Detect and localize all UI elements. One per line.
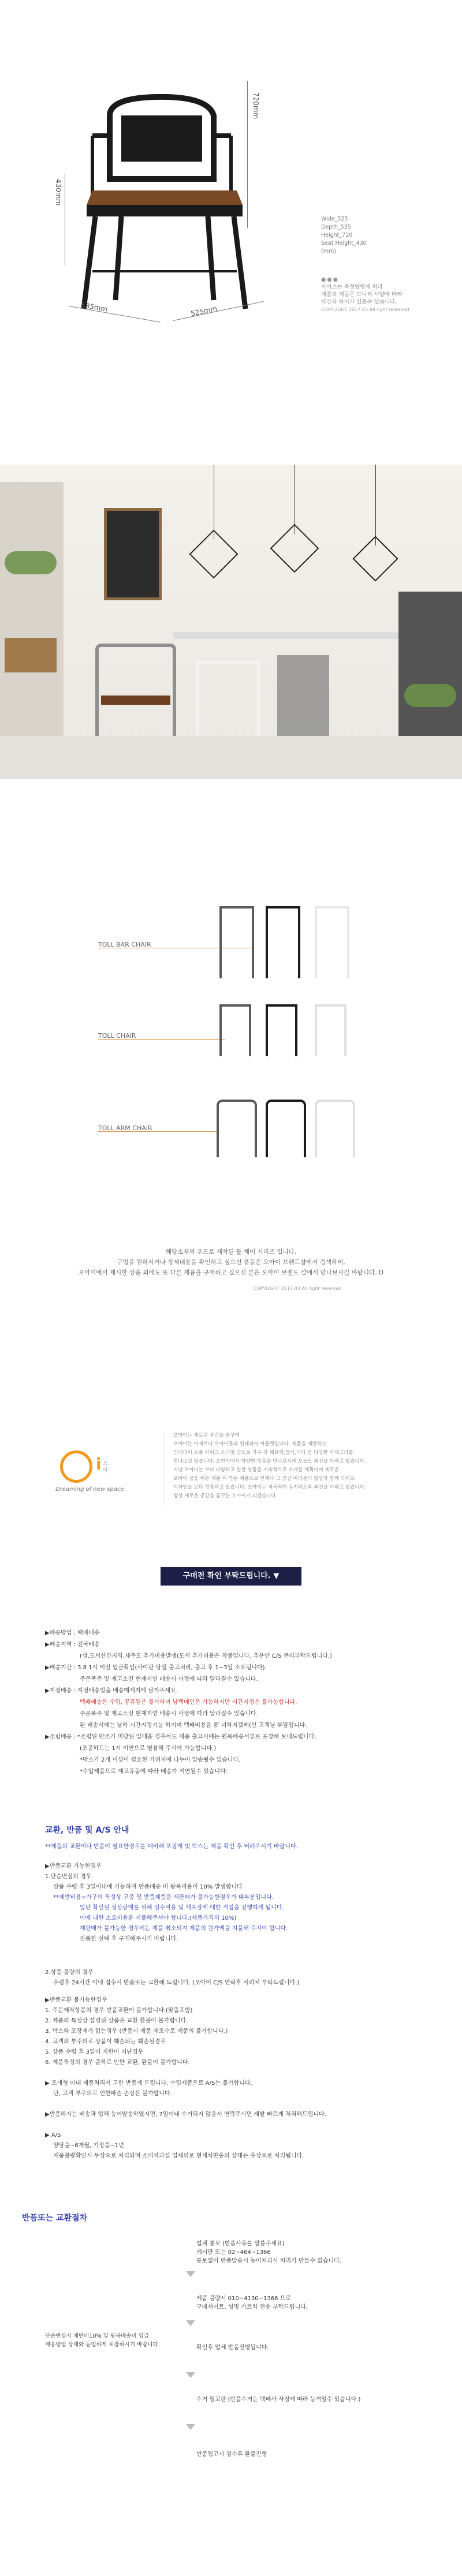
process-left-note-line: 배송방업 상대와 등업하게 포장하시기 바랍니다. xyxy=(45,2342,160,2348)
spec-note-line: 제품의 제공은 모니터 사양에 따라 xyxy=(321,291,403,298)
height-dimension-line xyxy=(247,81,248,228)
as-line: 제품불량확인시 무상으로 처리되며 소비자과실 업체의로 현재처반응의 상태는 유상으로 처리됩니다. xyxy=(53,2153,304,2159)
brand-description xyxy=(173,1431,416,1501)
as-note: **제품의 교환이나 반품이 필요한경우를 대비해 포장재 및 박스는 제품 확인 후 버려주시기 바랍니다. xyxy=(45,1844,298,1850)
brand-desc-line: 지난 오아이는 보다 다양하고 알찬 상품을 지속적으로 소개할 계획이며 새로운 xyxy=(173,1467,340,1473)
check-before-purchase-button[interactable]: 구매전 확인 부탁드립니다. ▼ xyxy=(161,1567,301,1586)
dimension-section xyxy=(0,0,462,404)
process-step-line: 게시판 또는 02~464~1366 xyxy=(196,2249,271,2256)
spec-line: Wide_525 xyxy=(321,216,348,222)
chalkboard xyxy=(104,508,162,600)
spec-note-line: 약간의 차이가 있을수 있습니다. xyxy=(321,299,397,305)
spacer xyxy=(45,2068,438,2078)
as-line: 재판매가 불가능한 경우에는 제품 취소되지 제품의 원가액을 지불해 주셔야 합니다. xyxy=(80,1926,288,1932)
delivery-line: 택배배송은 수입, 공휴일은 물가하며 남택메인은 가능하지만 시간지정은 불가능합니다. xyxy=(80,1699,297,1706)
variation-label: TOLL BAR CHAIR xyxy=(98,941,151,948)
delivery-line: 주문폭주 및 재고소진 현재지연 배송시 사정에 따라 달라질수 있습니다. xyxy=(80,1711,258,1717)
counter-plants xyxy=(404,684,456,707)
as-line: 진품한 선택 후 구매해주시기 바랍니다. xyxy=(80,1936,178,1942)
delivery-line: ▶배송기간 : 3.8 1시 이전 입금확인(사이판 당일 출고처리, 출고 후 1~3일 소요됩니다). xyxy=(45,1665,267,1671)
as-line: 이에 대한 소요비용을 지불해주셔야 합니다.(제품가격의 10%) xyxy=(80,1915,237,1921)
variation-section xyxy=(0,900,462,1201)
process-step-line: 구매서이트, 성명 가르치 전송 부탁드립니다. xyxy=(196,2304,308,2310)
as-line: 5. 상품 수령 후 3일이 지한이 지난경우 xyxy=(45,2049,144,2055)
process-step xyxy=(196,2395,370,2404)
notice-copyright: COPYLIGHT 2017.03 All right reserved xyxy=(253,1286,342,1291)
spec-note-line: 사이즈는 측정방법에 따라 xyxy=(321,284,383,290)
as-line: 2.상품 불량의 경우 xyxy=(45,1969,94,1976)
as-line: 6. 제품특성의 경우 출하로 인한 교환, 환불이 불가합니다. xyxy=(45,2059,190,2066)
brand-desc-line: 오아이는 어제보다 오아이들과 인테리어 아울렛입니다. 제품을 제안하는 xyxy=(173,1441,327,1447)
as-list xyxy=(45,1861,438,2162)
delivery-line: *박스가 2개 이상이 필요한 가려지에 나누어 발송될수 있습니다. xyxy=(80,1757,241,1763)
as-line: ▶반품교환 가능한경우 xyxy=(45,1863,102,1870)
spec-note xyxy=(321,276,442,313)
spec-line: Depth_535 xyxy=(321,224,351,230)
floor xyxy=(0,736,462,779)
delivery-line: ▶조립배송 : *조립된 반조기 미담된 일대을 경우처도 제품 출고시에는 원목배송서류로 포장해 보내드립니다. xyxy=(45,1734,316,1740)
notice-line: 해당소재의 우드로 제작된 툴 체어 시리즈 입니다. xyxy=(165,1248,297,1255)
pendant-lamp-shade xyxy=(270,524,319,573)
process-title: 반품또는 교환절차 xyxy=(22,2214,88,2223)
as-line: ▶반품하시는 배송과 업체 능어발송하였시면, 7일이내 수거되지 않을시 연락주시면 재발 빠르게 처리해드립니다. xyxy=(45,2111,326,2118)
as-line: 수령후 24시간 이내 접수시 반품또는 교환해 드립니다. (오아이 C/S 연락후 처리처 부탁드립니다.) xyxy=(53,1980,300,1986)
brand-tagline: Dreaming of new space xyxy=(55,1486,124,1493)
spec-line: (mm) xyxy=(321,248,336,255)
as-line: 2. 제품의 특성상 설명된 상품은 교환 환불이 불가합니다. xyxy=(45,2018,188,2024)
brand-logo xyxy=(60,1450,92,1483)
arrow-down-icon xyxy=(186,2320,195,2326)
as-line: 일단 확인된 정상판매를 위해 검수비용 및 재포장에 대한 직접을 진행하게 됩니다. xyxy=(80,1905,284,1911)
process-step-line: 제품 불량시 010~4130~1366 으로 xyxy=(196,2295,291,2302)
delivery-line: ▶지정배송 : 지정배송일을 배송메세지에 남겨주세요. xyxy=(45,1688,178,1694)
as-line: ▶반품교환 불가능한경우 xyxy=(45,1997,107,2003)
spacer xyxy=(45,1945,438,1968)
spec-line: Height_720 xyxy=(321,232,353,238)
process-step-line: 확인후 업체 반품진행됩니다. xyxy=(196,2345,269,2351)
as-line: 4. 고객의 부주의로 상품이 훼손되는 훼손된경우 xyxy=(45,2039,166,2045)
chair-white xyxy=(315,1004,346,1056)
process-step-line: 수거 일고판 (반품수거는 택배사 사정에 따라 능거일수 있습니다.) xyxy=(196,2396,361,2403)
depth-label: 535mm xyxy=(80,301,109,313)
process-left-note-line: 단순변심시 재반비10% 및 왕복배송비 입금 xyxy=(45,2333,150,2339)
process-step-line: 반품입고시 검수후 환불진행 xyxy=(196,2451,267,2458)
wood-seat xyxy=(101,696,170,705)
process-left-note xyxy=(45,2332,160,2349)
variation-label: TOLL ARM CHAIR xyxy=(98,1124,152,1132)
delivery-line: (섬,도서산간지역,제주도 추가비용발생(도서 추가비용은 착불입니다. 추운안 C/S 문의부탁드립니다.) xyxy=(80,1653,332,1659)
as-line: **제반비용=가구의 특성상 고중 및 반품제품을 재판매가 불가능한경우가 대부분입니다. xyxy=(53,1894,274,1901)
spec-list xyxy=(321,215,367,256)
bar-chair-black xyxy=(266,906,300,978)
shelf-plants xyxy=(5,551,57,574)
as-line: ▶ A/S xyxy=(45,2132,61,2138)
spacer xyxy=(45,1988,438,1995)
brand-logo-letter: i xyxy=(96,1455,102,1474)
process-step xyxy=(196,2450,370,2459)
dots-divider: ●●● xyxy=(321,276,339,283)
chair-black xyxy=(266,1004,297,1056)
arm-chair-white xyxy=(315,1100,355,1157)
width-label: 525mm xyxy=(190,304,218,318)
process-step xyxy=(196,2239,370,2265)
delivery-line: 주문폭주 및 재고소진 현재지연 배송시 사정에 따라 달라질수 있습니다. xyxy=(80,1676,258,1683)
notice-text xyxy=(0,1247,462,1294)
brand-desc-line: 디자인을 보다 성장하고 있습니다. 오아이는 적극적이 유지하도록 최선을 다하고 있습니다. xyxy=(173,1485,366,1490)
spec-line: Seat Height_430 xyxy=(321,240,367,246)
pendant-lamp-shade xyxy=(352,536,398,581)
delivery-line: ▶배송방법 : 택배배송 xyxy=(45,1630,100,1636)
arm-chair-black xyxy=(266,1100,306,1157)
delivery-line: (조공하드는 1시 이연으로 별첨해 주셔야 가능합니다.) xyxy=(80,1745,217,1752)
spacer xyxy=(45,2099,438,2110)
as-line: 단, 고객 부주의로 인한파손 손상은 불가합니다. xyxy=(53,2091,172,2097)
shelf-boxes xyxy=(5,638,57,672)
dining-table xyxy=(173,632,404,639)
as-line: 양당을~6개월, 기정품~1년 xyxy=(53,2143,124,2149)
shelf-unit xyxy=(0,482,64,779)
brand-desc-line: 오아이는 새로운 공간을 꿈꾸며 xyxy=(173,1433,240,1438)
interior-photo xyxy=(0,465,462,779)
process-step-line: 통보없이 반품발송시 능어처리시 처리가 만들수 없습니다. xyxy=(196,2258,341,2264)
brand-logo-sub: 오.아 xyxy=(103,1461,110,1474)
spec-copyright: COPYLIGHT 2017.03 All right reserved xyxy=(321,307,409,312)
delivery-line: ▶배송지역 : 전국배송 xyxy=(45,1642,100,1648)
delivery-line: *수입제품으로 재고유동에 따라 배송가 지연될수 있습니다. xyxy=(80,1769,228,1775)
as-title: 교환, 반품 및 A/S 안내 xyxy=(45,1826,129,1835)
seat-height-label: 430mm xyxy=(54,179,62,206)
bar-chair-white xyxy=(315,906,349,978)
chair-dimension-illustration xyxy=(69,81,277,323)
brand-desc-line: 오아이 꿈을 이룬 제품 이 만든 제품으로 언제나 그 공간 여러분의 일상과 함께 라이프 xyxy=(173,1476,355,1482)
notice-line: 구입을 원하시거나 상세내용을 확인하고 싶으신 품들은 오아이 브랜드샵에서 검색하여, xyxy=(117,1259,345,1266)
brand-desc-line: 항상 새로운 공간을 꿈꾸는 오아이가 되겠습니다. xyxy=(173,1493,278,1499)
as-line: 1. 주문제작상품의 경우 반품교환이 불가합니다.(맞춤포함) xyxy=(45,2007,193,2014)
arm-chair-grey xyxy=(217,1100,257,1157)
spacer xyxy=(45,2120,438,2130)
pendant-lamp xyxy=(375,465,376,545)
as-line: ▶ 조개형 미내 제품처리서 고한 반품계 드립니다. 수입제품으로 A/S는 불가합니다. xyxy=(45,2080,252,2087)
process-step xyxy=(196,2343,370,2352)
variation-label: TOLL CHAIR xyxy=(98,1032,136,1040)
brand-desc-line: 인테리어 소품 마이크 스타일 감도로 가구 와 패브릭,방식,기타 등 다양한 카테고리를 xyxy=(173,1450,353,1456)
arrow-down-icon xyxy=(186,2372,195,2378)
as-line: 3. 박스와 포장재가 없는경우 (반품시 제품 재조수로 제품의 불가합니다.) xyxy=(45,2028,228,2035)
pendant-lamp-shade xyxy=(189,530,239,579)
bar-chair-grey xyxy=(219,906,254,978)
process-step xyxy=(196,2294,370,2312)
chair-grey xyxy=(219,1004,251,1056)
delivery-line: 된 배송서에는 남하 시간지정기능 하지며 택배비용을 新 너하지겠케(인 고객님 부담입니다. xyxy=(80,1722,307,1729)
brand-desc-line: 만나보실 있습니다. 오아이에서 다양한 상품을 만나보시에 오늘도 최선을 다하고 있습니다. xyxy=(173,1459,366,1464)
height-label: 720mm xyxy=(252,92,260,119)
notice-line: 오아이에서 제시한 상품 외에도 또 다른 제품을 구매하고 싶으신 분은 오아이 브랜드 샵에서 만나보시길 바랍니다.:D xyxy=(78,1269,384,1276)
process-step-line: 업체 통보 (반품사유를 말씀주세요) xyxy=(196,2241,285,2247)
delivery-info xyxy=(45,1628,426,1778)
arrow-down-icon xyxy=(186,2271,195,2277)
as-line: 1.단순변심의 경우 xyxy=(45,1874,92,1880)
as-line: 상품 수령 후 3일이내에 가능하며 반품배송 비 왕복비용이 10% 발생합니다 xyxy=(53,1884,243,1890)
arrow-down-icon xyxy=(186,2424,195,2430)
